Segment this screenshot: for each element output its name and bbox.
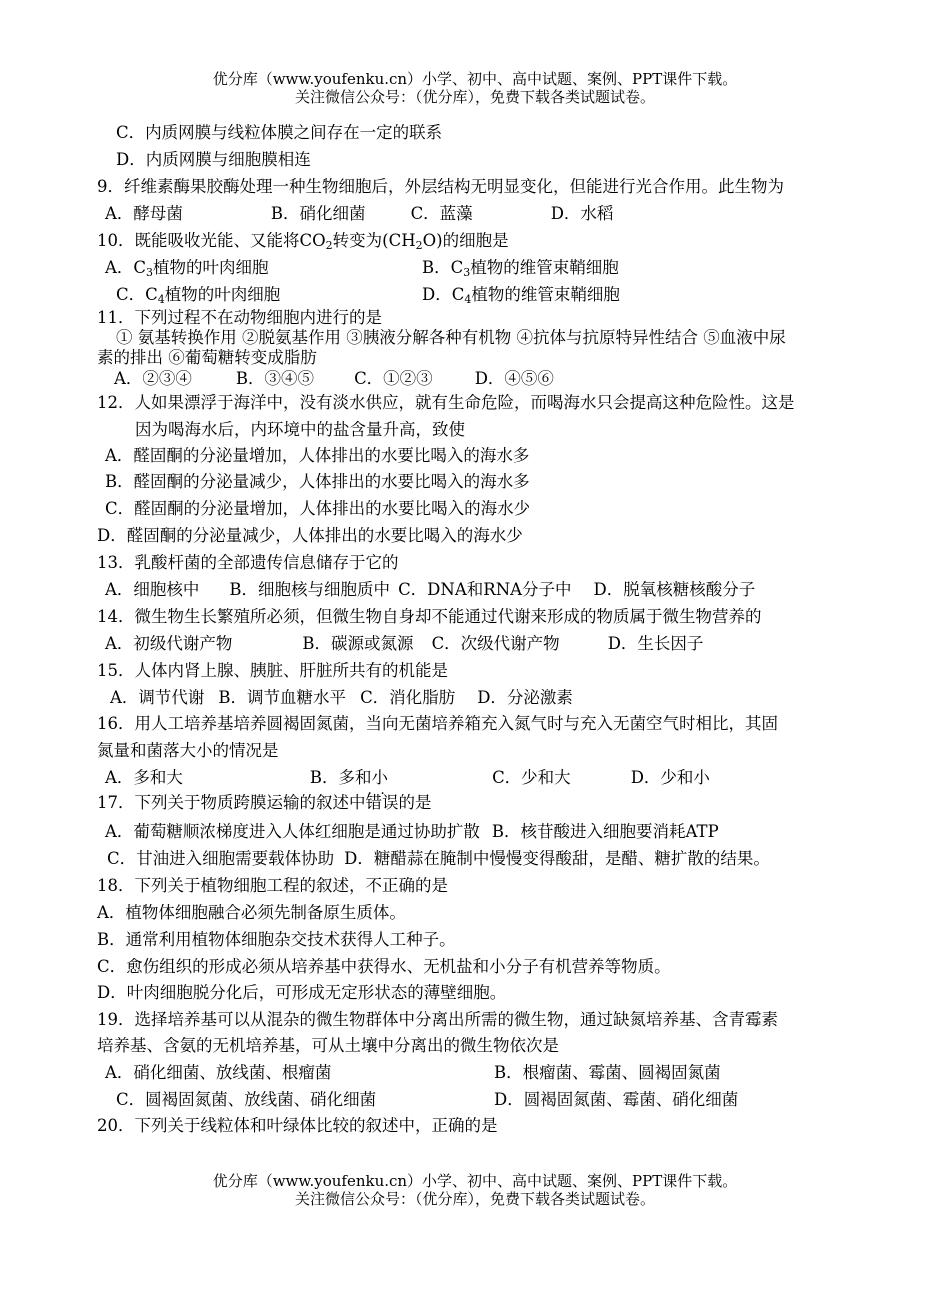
q15-stem: 15．人体内肾上腺、胰脏、肝脏所共有的机能是 (97, 661, 448, 680)
q17-option-a: A．葡萄糖顺浓梯度进入人体红细胞是通过协助扩散 (105, 822, 480, 841)
q10-text-1: 10．既能吸收光能、又能将CO (97, 231, 326, 250)
q11-options (114, 369, 554, 389)
q10-stem (97, 231, 509, 251)
q16-stem-1: 16．用人工培养基培养圆褐固氮菌，当向无菌培养箱充入氮气时与充入无菌空气时相比，其固 (97, 714, 778, 733)
q11-option-d: D．④⑤⑥ (474, 369, 554, 388)
q8-option-c: C．内质网膜与线粒体膜之间存在一定的联系 (116, 123, 443, 142)
q12-option-b: B．醛固酮的分泌量减少，人体排出的水要比喝入的海水多 (105, 472, 530, 491)
q9-option-c: C．蓝藻 (410, 204, 473, 223)
header-line-1: 优分库（www.youfenku.cn）小学、初中、高中试题、案例、PPT课件下载。 (212, 70, 738, 88)
q10-text-2: 转变为(CH (332, 231, 416, 250)
page-footer (0, 1172, 950, 1208)
q10-option-d: D．$C_4$植物的维管束鞘细胞 (422, 285, 620, 306)
q10-option-a: A．$C_3$植物的叶肉细胞 (105, 258, 269, 279)
q14-option-b: B．碳源或氮源 (302, 634, 414, 653)
q14-options (105, 634, 703, 654)
q13-option-c: C．DNA和RNA分子中 (398, 580, 572, 599)
q14-stem: 14．微生物生长繁殖所必须，但微生物自身却不能通过代谢来形成的物质属于微生物营养的 (97, 607, 762, 626)
q15-options (110, 688, 573, 708)
q16-option-d: D．少和小 (630, 768, 710, 787)
q11-stem: 11．下列过程不在动物细胞内进行的是 (97, 308, 382, 327)
q18-option-b: B．通常利用植物体细胞杂交技术获得人工种子。 (97, 930, 456, 949)
q16-option-b: B．多和小 (309, 768, 389, 787)
q18-option-c: C．愈伤组织的形成必须从培养基中获得水、无机盐和小分子有机营养等物质。 (97, 957, 671, 976)
q14-option-d: D．生长因子 (607, 634, 704, 653)
q9-option-b: B．硝化细菌 (270, 204, 366, 223)
q13-stem: 13．乳酸杆菌的全部遗传信息储存于它的 (97, 553, 399, 572)
page-header (0, 70, 950, 106)
q10-text-3: O)的细胞是 (422, 231, 509, 250)
q12-option-a: A．醛固酮的分泌量增加，人体排出的水要比喝入的海水多 (105, 446, 530, 465)
q9-options (105, 204, 613, 224)
q11-option-b: B．③④⑤ (235, 369, 315, 388)
q9-option-d: D．水稻 (550, 204, 614, 223)
q13-option-a: A．细胞核中 (105, 580, 200, 599)
q8-option-d: D．内质网膜与细胞膜相连 (116, 150, 311, 169)
q19-option-c: C．圆褐固氮菌、放线菌、硝化细菌 (116, 1090, 377, 1109)
q17-option-c: C．甘油进入细胞需要载体协助 (107, 849, 335, 868)
q18-option-d: D．叶肉细胞脱分化后，可形成无定形状态的薄壁细胞。 (97, 983, 507, 1002)
q17-option-b: B．核苷酸进入细胞要消耗ATP (491, 822, 719, 841)
q12-option-d: D．醛固酮的分泌量减少，人体排出的水要比喝入的海水少 (97, 526, 523, 545)
q9-option-a: A．酵母菌 (105, 204, 183, 223)
emphasis-marked-word: 错误 · · (366, 793, 399, 813)
q10-option-b: B．$C_3$植物的维管束鞘细胞 (422, 258, 619, 279)
q19-option-b: B．根瘤菌、霉菌、圆褐固氮菌 (494, 1063, 721, 1082)
q16-stem-2: 氮量和菌落大小的情况是 (97, 741, 279, 760)
q18-option-a: A．植物体细胞融合必须先制备原生质体。 (97, 903, 406, 922)
q10-option-c: C．$C_4$植物的叶肉细胞 (116, 285, 281, 306)
q11-option-a: A．②③④ (114, 369, 192, 388)
q15-option-c: C．消化脂肪 (360, 688, 456, 707)
q10-sub-2: 2 (415, 239, 423, 252)
header-line-2: 关注微信公众号：（优分库），免费下载各类试题试卷。 (294, 88, 655, 106)
q18-stem: 18．下列关于植物细胞工程的叙述，不正确的是 (97, 876, 448, 895)
q14-option-a: A．初级代谢产物 (105, 634, 233, 653)
q19-stem-1: 19．选择培养基可以从混杂的微生物群体中分离出所需的微生物，通过缺氮培养基、含青霉素 (97, 1010, 778, 1029)
q17-option-d: D．糖醋蒜在腌制中慢慢变得酸甜，是醋、糖扩散的结果。 (344, 849, 770, 868)
q9-stem: 9．纤维素酶果胶酶处理一种生物细胞后，外层结构无明显变化，但能进行光合作用。此生物为 (97, 177, 784, 196)
q12-stem-1: 12．人如果漂浮于海洋中，没有淡水供应，就有生命危险，而喝海水只会提高这种危险性。这是 (97, 393, 795, 412)
q19-option-a: A．硝化细菌、放线菌、根瘤菌 (105, 1063, 332, 1082)
q17-options-2 (107, 849, 770, 869)
q19-option-d: D．圆褐固氮菌、霉菌、硝化细菌 (494, 1090, 739, 1109)
footer-line-2: 关注微信公众号：（优分库），免费下载各类试题试卷。 (294, 1190, 655, 1208)
q13-option-b: B．细胞核与细胞质中 (229, 580, 391, 599)
q20-stem: 20．下列关于线粒体和叶绿体比较的叙述中，正确的是 (97, 1116, 498, 1135)
q15-option-a: A．调节代谢 (110, 688, 205, 707)
q11-items-line-2: 素的排出 ⑥葡萄糖转变成脂肪 (97, 348, 317, 367)
q16-options (105, 768, 710, 788)
q17-stem: 17．下列关于物质跨膜运输的叙述中错误 · ·的是 (97, 793, 432, 813)
q13-option-d: D．脱氧核糖核酸分子 (593, 580, 756, 599)
q12-stem-2: 因为喝海水后，内环境中的盐含量升高，致使 (135, 420, 465, 439)
q15-option-b: B．调节血糖水平 (218, 688, 347, 707)
q11-items-line-1: ① 氨基转换作用 ②脱氨基作用 ③胰液分解各种有机物 ④抗体与抗原特异性结合 ⑤血液中尿 (116, 328, 786, 347)
q11-option-c: C．①②③ (354, 369, 433, 388)
q15-option-d: D．分泌激素 (477, 688, 573, 707)
q14-option-c: C．次级代谢产物 (431, 634, 560, 653)
q17-options-1 (105, 822, 719, 842)
footer-line-1: 优分库（www.youfenku.cn）小学、初中、高中试题、案例、PPT课件下载。 (212, 1172, 738, 1190)
q12-option-c: C．醛固酮的分泌量增加，人体排出的水要比喝入的海水少 (105, 499, 531, 518)
q13-options (105, 580, 755, 600)
q16-option-a: A．多和大 (105, 768, 183, 787)
q19-stem-2: 培养基、含氨的无机培养基，可从土壤中分离出的微生物依次是 (97, 1036, 559, 1055)
q10-sub-1: 2 (325, 239, 333, 252)
q16-option-c: C．少和大 (492, 768, 571, 787)
